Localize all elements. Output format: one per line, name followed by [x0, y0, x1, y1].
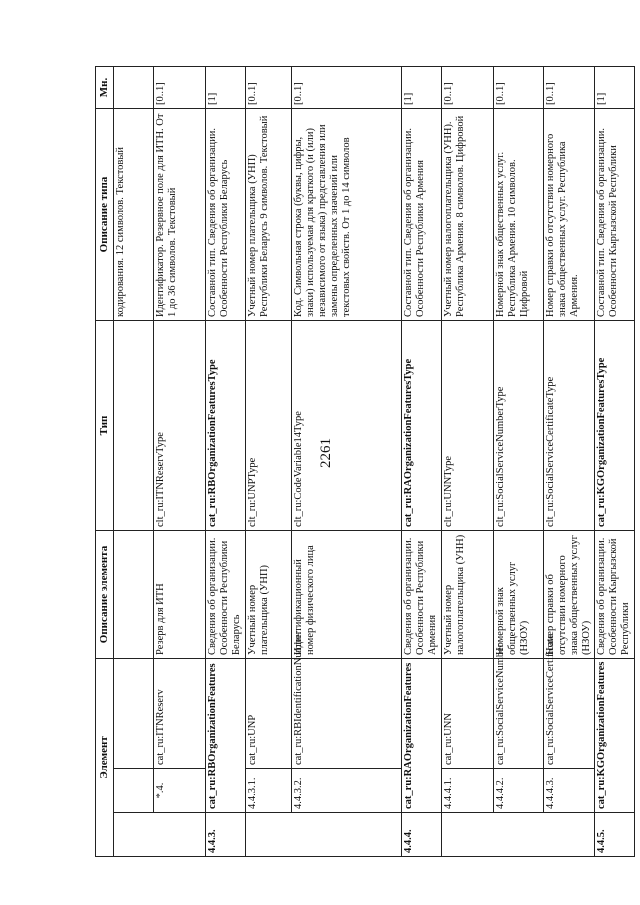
elements-table — [95, 66, 635, 857]
cell-indent — [543, 813, 594, 857]
cell-type: clt_ru:UNNType — [441, 321, 493, 531]
cell-multiplicity: [1] — [401, 67, 441, 109]
cell-number: 4.4.3.2. — [291, 769, 401, 813]
cell-multiplicity — [113, 67, 153, 109]
cell-type-description: Учетный номер налогоплательщика (УНН). Республика Армения. 8 символов. Цифровой — [441, 109, 493, 321]
cell-multiplicity: [1] — [594, 67, 634, 109]
header-type-description: Описание типа — [96, 109, 114, 321]
cell-number: 4.4.4.2. — [493, 769, 543, 813]
cell-number: 4.4.3.1. — [245, 769, 291, 813]
cell-type-description: Идентификатор. Резервное поле для ИТН. От 1 до 36 символов. Текстовый — [153, 109, 205, 321]
cell-description: Номер справки об отсутствии номерного знака общественных услуг (НЗОУ) — [543, 531, 594, 659]
cell-name: cat_ru:ITNReserv — [153, 659, 205, 769]
cell-type: cat_ru:KGOrganizationFeaturesType — [594, 321, 634, 531]
cell-number: *.4. — [153, 769, 205, 813]
cell-type: clt_ru:UNPType — [245, 321, 291, 531]
cell-indent — [291, 813, 401, 857]
cell-indent — [441, 813, 493, 857]
header-element: Элемент — [96, 659, 114, 857]
table-row — [291, 67, 401, 857]
cell-number: 4.4.4. — [401, 813, 441, 857]
table-row — [205, 67, 245, 857]
cell-indent — [153, 813, 205, 857]
cell-number: 4.4.4.3. — [543, 769, 594, 813]
cell-number: 4.4.3. — [205, 813, 245, 857]
cell-multiplicity: [0..1] — [441, 67, 493, 109]
cell-multiplicity: [1] — [205, 67, 245, 109]
cell-name — [113, 659, 153, 769]
cell-description: Сведения об организации. Особенности Республики Армения — [401, 531, 441, 659]
cell-indent — [245, 813, 291, 857]
table-row — [594, 67, 634, 857]
page-number: 2261 — [318, 438, 334, 468]
cell-type-description: Составной тип. Сведения об организации. Особенности Республики Беларусь — [205, 109, 245, 321]
rotated-table-wrapper — [95, 67, 632, 857]
cell-description: Номерной знак общественных услуг (НЗОУ) — [493, 531, 543, 659]
cell-name: cat_ru:KGOrganizationFeatures — [594, 659, 634, 813]
cell-multiplicity: [0..1] — [543, 67, 594, 109]
cell-name: cat_ru:UNN — [441, 659, 493, 769]
header-description: Описание элемента — [96, 531, 114, 659]
cell-description — [113, 531, 153, 659]
cell-name: cat_ru:UNP — [245, 659, 291, 769]
cell-type: clt_ru:ITNReservType — [153, 321, 205, 531]
cell-type-description: Номер справки об отсутствии номерного знака общественных услуг. Республика Армения. — [543, 109, 594, 321]
header-type: Тип — [96, 321, 114, 531]
cell-type: cat_ru:RAOrganizationFeaturesType — [401, 321, 441, 531]
cell-type-description: Составной тип. Сведения об организации. Особенности Республики Армения — [401, 109, 441, 321]
cell-description: Сведения об организации. Особенности Кыргызской Республики — [594, 531, 634, 659]
cell-indent — [113, 769, 153, 813]
table-row — [113, 67, 153, 857]
cell-number: 4.4.4.1. — [441, 769, 493, 813]
cell-type: clt_ru:CodeVariable14Type — [291, 321, 401, 531]
cell-multiplicity: [0..1] — [245, 67, 291, 109]
table-row — [245, 67, 291, 857]
cell-type — [113, 321, 153, 531]
table-row — [153, 67, 205, 857]
cell-type: clt_ru:SocialServiceNumberType — [493, 321, 543, 531]
cell-multiplicity: [0..1] — [291, 67, 401, 109]
cell-description: Учетный номер налогоплательщика (УНН) — [441, 531, 493, 659]
table-row — [441, 67, 493, 857]
table-row — [493, 67, 543, 857]
cell-name: cat_ru:SocialServiceCertificate — [543, 659, 594, 769]
cell-name: cat_ru:RAOrganizationFeatures — [401, 659, 441, 813]
header-multiplicity: Мн. — [96, 67, 114, 109]
cell-multiplicity: [0..1] — [153, 67, 205, 109]
cell-type: clt_ru:SocialServiceCertificateType — [543, 321, 594, 531]
cell-name: cat_ru:RBIdentificationNumber — [291, 659, 401, 769]
cell-number: 4.4.5. — [594, 813, 634, 857]
cell-multiplicity: [0..1] — [493, 67, 543, 109]
table-row — [401, 67, 441, 857]
cell-indent — [493, 813, 543, 857]
cell-indent — [113, 813, 153, 857]
cell-type-description: Код. Символьная строка (буквы, цифры, знаки) используемая для краткого (и (или) независимого от языка) представления или замены определенных значений или текстовых свойств. От 1 до 14 символов — [291, 109, 401, 321]
cell-type-description: кодирования. 12 символов. Текстовый — [113, 109, 153, 321]
cell-description: Идентификационный номер физического лица — [291, 531, 401, 659]
cell-description: Сведения об организации. Особенности Республики Беларусь — [205, 531, 245, 659]
cell-type-description: Учетный номер плательщика (УНП) Республики Беларусь 9 символов. Текстовый — [245, 109, 291, 321]
cell-name: cat_ru:RBOrganizationFeatures — [205, 659, 245, 813]
cell-type-description: Номерной знак общественных услуг. Республика Армения. 10 символов. Цифровой — [493, 109, 543, 321]
cell-description: Учетный номер плательщика (УНП) — [245, 531, 291, 659]
table-header-row — [96, 67, 114, 857]
cell-description: Резерв для ИТН — [153, 531, 205, 659]
cell-type: cat_ru:RBOrganizationFeaturesType — [205, 321, 245, 531]
cell-type-description: Составной тип. Сведения об организации. Особенности Кыргызской Республики — [594, 109, 634, 321]
table-row — [543, 67, 594, 857]
cell-name: cat_ru:SocialServiceNumber — [493, 659, 543, 769]
